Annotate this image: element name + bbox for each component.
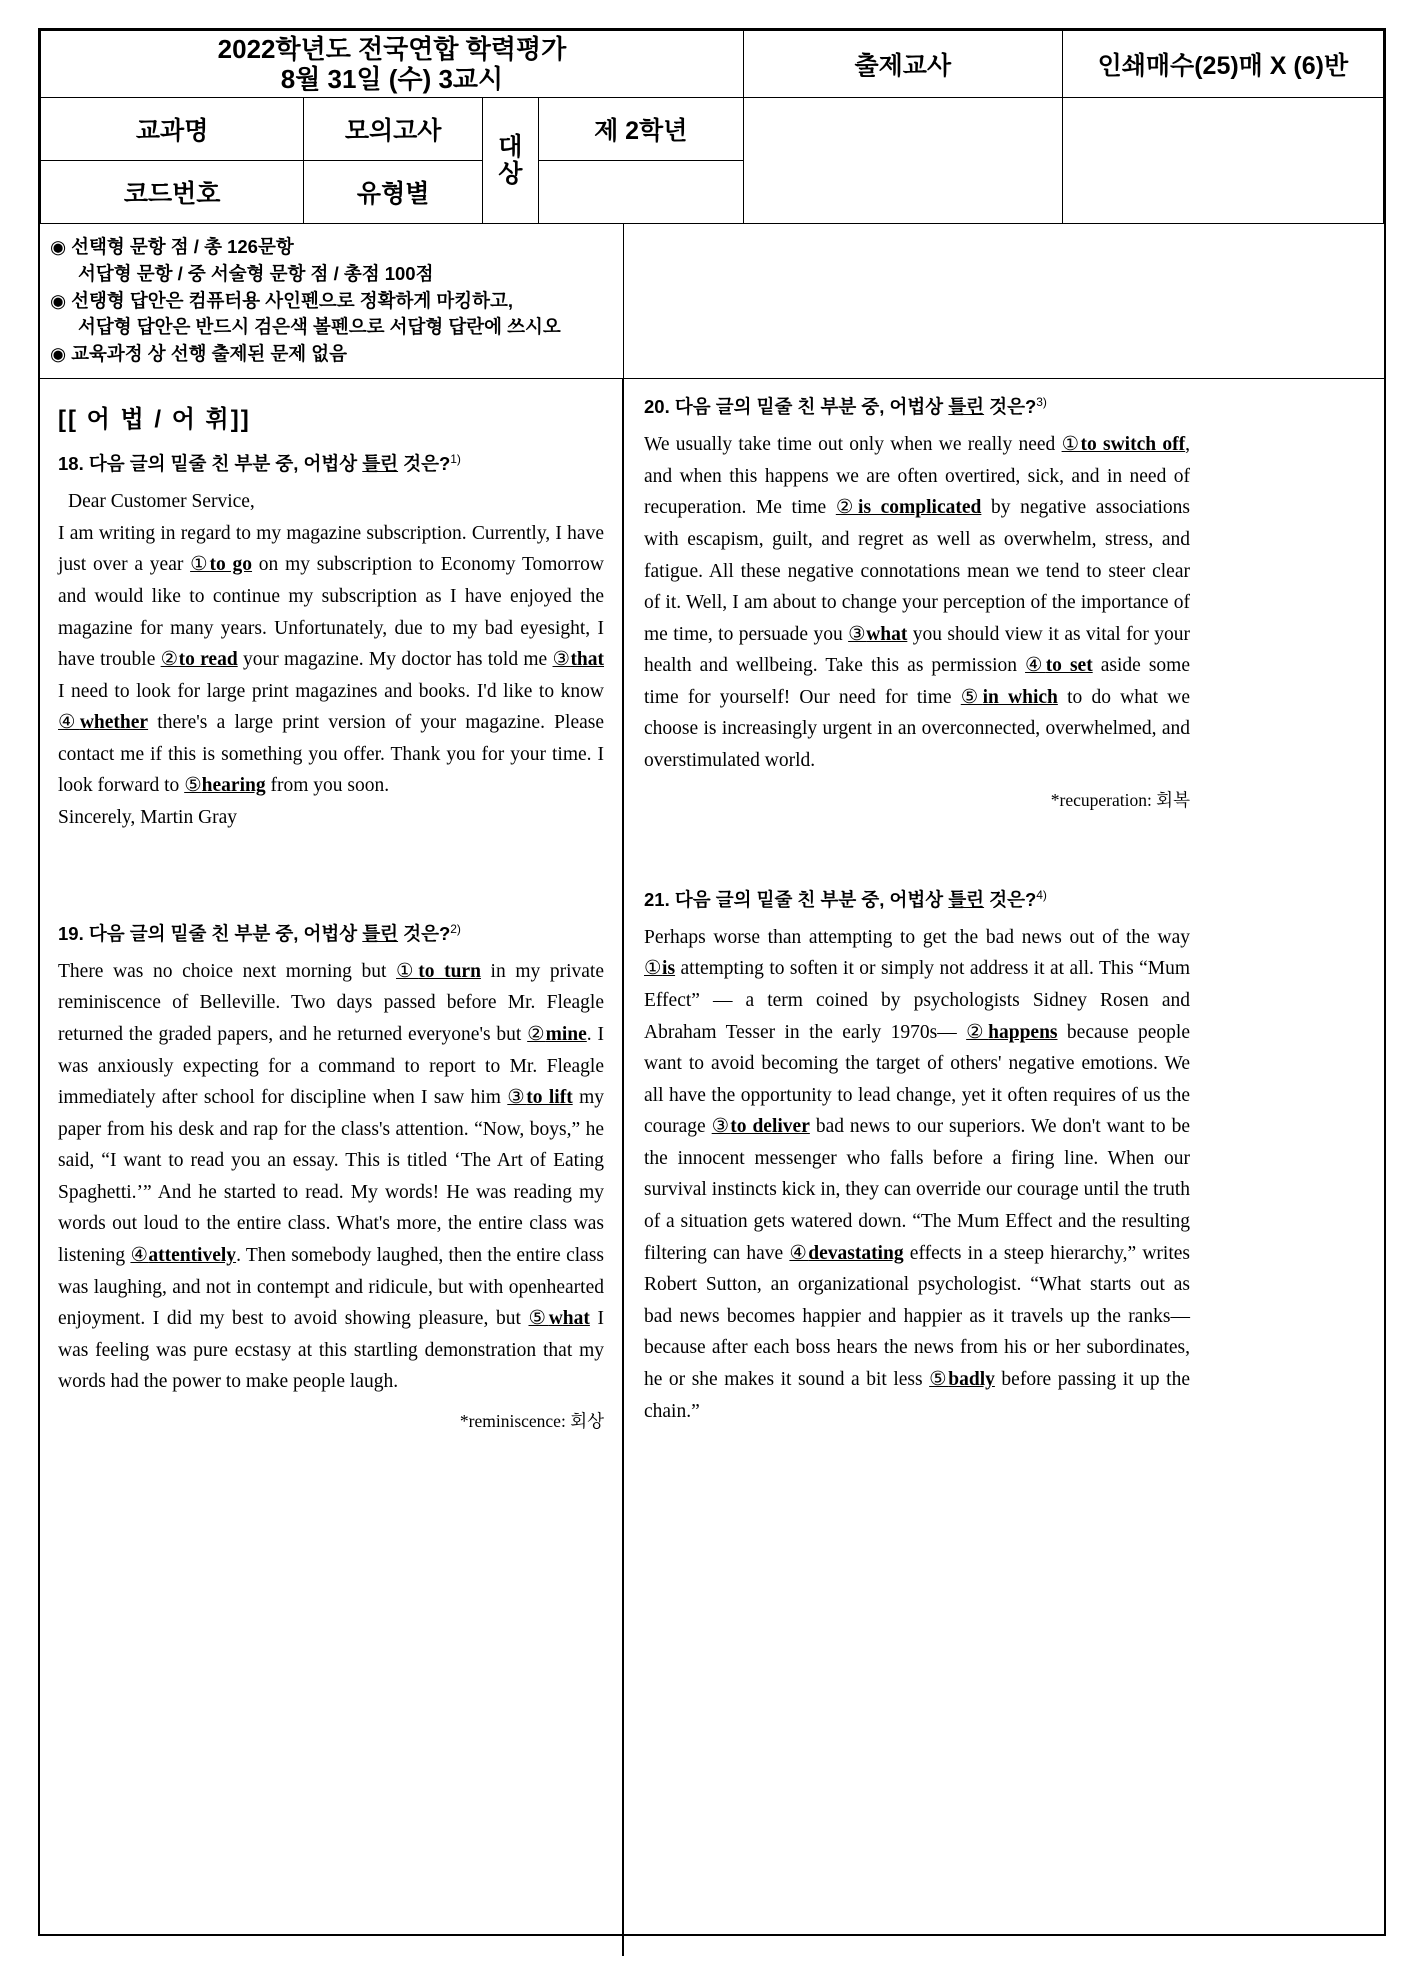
passage-text: you should view it as vital for your health and wellbeing. Take this as permission xyxy=(644,623,1190,677)
question-19-stem xyxy=(58,922,604,946)
passage-body xyxy=(644,922,1190,1427)
choice-text: in which xyxy=(982,686,1058,708)
question-number: 19. xyxy=(58,922,84,944)
choice-4[interactable] xyxy=(58,712,148,733)
stem-pre: 다음 글의 밑줄 친 부분 중, 어법상 xyxy=(669,396,949,418)
note-line xyxy=(50,341,619,368)
choice-text: to switch off xyxy=(1080,434,1186,456)
choice-number: ② xyxy=(160,649,179,671)
stem-post: 것은? xyxy=(398,453,451,475)
header-row-subject xyxy=(41,98,1384,161)
right-column xyxy=(624,379,1208,1956)
note-line xyxy=(50,234,619,261)
choice-number: ③ xyxy=(848,623,867,645)
passage-text: to do what we choose is increasingly urgent in an overconnected, overwhelmed, and overstimulated world. xyxy=(644,686,1190,772)
stem-pre: 다음 글의 밑줄 친 부분 중, 어법상 xyxy=(83,922,363,944)
exam-page xyxy=(38,28,1386,1936)
choice-number: ⑤ xyxy=(960,686,983,708)
choice-number: ① xyxy=(1061,434,1081,456)
note-line xyxy=(50,314,619,341)
stem-underline: 틀린 xyxy=(362,453,399,475)
question-21-passage xyxy=(644,922,1190,1427)
choice-text: what xyxy=(548,1308,590,1330)
passage-body xyxy=(58,956,604,1398)
choice-2[interactable] xyxy=(836,497,982,518)
notes-block xyxy=(40,224,624,378)
choice-4[interactable] xyxy=(1025,655,1093,676)
grade-blank-cell[interactable] xyxy=(538,161,743,224)
exam-title-line1: 2022학년도 전국연합 학력평가 xyxy=(217,33,567,64)
choice-2[interactable] xyxy=(161,649,238,670)
choice-text: is xyxy=(662,958,676,980)
choice-2[interactable] xyxy=(527,1024,587,1045)
passage-text: from you soon. xyxy=(265,775,390,797)
choice-2[interactable] xyxy=(966,1022,1057,1043)
choice-5[interactable] xyxy=(528,1308,589,1329)
passage-text: before passing it up the chain.” xyxy=(644,1368,1190,1422)
choice-number: ⑤ xyxy=(929,1368,949,1390)
spacer xyxy=(58,844,604,922)
bullet-icon: ◉ xyxy=(50,343,67,365)
notes-row xyxy=(40,224,1384,379)
grade-value-cell: 제 2학년 xyxy=(538,98,743,161)
passage-text: Perhaps worse than attempting to get the bad news out of the way xyxy=(644,926,1190,948)
bullet-icon: ◉ xyxy=(50,289,67,311)
choice-text: happens xyxy=(988,1021,1058,1043)
spacer xyxy=(644,822,1190,888)
passage-text: my paper from his desk and rap for the class's attention. “Now, boys,” he said, “I want to read you an essay. This is titled ‘The Art of Eating Spaghetti.’” And he started to read. My words! He was reading my words out loud to the entire class. What's more, the entire class was listening xyxy=(58,1087,604,1267)
choice-3[interactable] xyxy=(712,1116,810,1137)
passage-text: bad news to our superiors. We don't want to be the innocent messenger who falls before a firing line. When our survival instincts kick in, they can override our courage until the truth of a situation gets watered down. “The Mum Effect and the resulting filtering can have xyxy=(644,1116,1191,1264)
target-label-cell xyxy=(483,98,539,224)
choice-5[interactable] xyxy=(929,1369,995,1390)
choice-text: to turn xyxy=(418,960,481,982)
note-text: 교육과정 상 선행 출제된 문제 없음 xyxy=(71,343,348,365)
question-18-stem xyxy=(58,452,604,476)
passage-text: There was no choice next morning but xyxy=(58,960,397,982)
stem-pre: 다음 글의 밑줄 친 부분 중, 어법상 xyxy=(83,453,363,475)
choice-3[interactable] xyxy=(848,624,907,645)
choice-1[interactable] xyxy=(190,554,252,575)
question-21 xyxy=(644,888,1190,1427)
passage-text: I am writing in regard to my magazine subscription. Currently, I have just over a year xyxy=(58,522,604,576)
question-19-footnote: *reminiscence: 회상 xyxy=(459,1410,604,1431)
choice-number: ① xyxy=(644,958,663,980)
choice-number: ④ xyxy=(1025,655,1046,677)
footnote-mark: 3) xyxy=(1036,395,1047,410)
choice-number: ④ xyxy=(58,712,80,734)
passage-text: there's a large print version of your magazine. Please contact me if this is something you offer. Thank you for your time. I look forward to xyxy=(58,712,604,797)
note-text: 선탱형 답안은 컴퓨터용 사인펜으로 정확하게 마킹하고, xyxy=(71,289,514,311)
footnote-mark: 4) xyxy=(1036,887,1047,902)
choice-5[interactable] xyxy=(184,775,265,796)
body-columns xyxy=(40,379,1384,1956)
code-label-cell: 코드번호 xyxy=(41,161,304,224)
note-text: 서답형 답안은 반드시 검은색 볼펜으로 서답형 답란에 쓰시오 xyxy=(78,316,561,338)
stem-post: 것은? xyxy=(984,396,1037,418)
choice-text: is complicated xyxy=(858,497,982,519)
stem-underline: 틀린 xyxy=(362,922,399,944)
stem-underline: 틀린 xyxy=(948,888,985,910)
choice-number: ⑤ xyxy=(528,1308,549,1330)
exam-header-table xyxy=(40,30,1384,224)
choice-text: to lift xyxy=(526,1087,573,1109)
subject-label-cell: 교과명 xyxy=(41,98,304,161)
passage-text: aside some time for yourself! Our need for time xyxy=(644,655,1190,708)
question-20-footnote: *recuperation: 회복 xyxy=(1050,789,1190,810)
question-20 xyxy=(644,395,1190,812)
question-19-passage xyxy=(58,956,604,1398)
choice-number: ② xyxy=(527,1023,546,1045)
choice-number: ④ xyxy=(789,1242,809,1264)
note-line xyxy=(50,288,619,315)
passage-text: . I was anxiously expecting for a command to report to Mr. Fleagle immediately after school for discipline when I saw him xyxy=(58,1023,604,1109)
choice-number: ③ xyxy=(507,1087,527,1109)
closing: Sincerely, Martin Gray xyxy=(58,807,238,829)
stem-pre: 다음 글의 밑줄 친 부분 중, 어법상 xyxy=(669,888,949,910)
choice-text: badly xyxy=(948,1368,995,1390)
choice-1[interactable] xyxy=(396,961,481,982)
question-20-stem xyxy=(644,395,1190,419)
passage-text: in my private reminiscence of Belleville. Two days passed before Mr. Fleagle returned the graded papers, and he returned everyone's but xyxy=(58,960,604,1045)
passage-text: attempting to soften it or simply not address it at all. This “Mum Effect” — a term coined by psychologists Sidney Rosen and Abraham Tesser in the early 1970s— xyxy=(644,958,1190,1043)
passage-text: I need to look for large print magazines and books. I'd like to know xyxy=(58,680,604,702)
choice-number: ⑤ xyxy=(184,775,202,797)
footnote-mark: 1) xyxy=(450,452,461,467)
question-18-passage xyxy=(58,486,604,833)
question-19 xyxy=(58,922,604,1433)
question-21-stem xyxy=(644,888,1190,912)
teacher-blank-cell[interactable] xyxy=(743,98,1062,224)
passage-text: by negative associations with escapism, guilt, and regret as well as overwhelm, stress, and fatigue. All these negative connotations mean we tend to steer clear of it. Well, I am about to change your perception of the importance of me time, to persuade you xyxy=(644,497,1190,645)
choice-number: ④ xyxy=(130,1245,149,1267)
choice-text: what xyxy=(866,623,908,645)
stem-post: 것은? xyxy=(398,922,451,944)
footnote-mark: 2) xyxy=(450,921,461,936)
choice-number: ② xyxy=(835,497,859,519)
passage-text: effects in a steep hierarchy,” writes Robert Sutton, an organizational psychologist. “What starts out as bad news becomes happier and happier as it travels up the ranks— because after each boss hears the news from his or her subordinates, he or she makes it sound a bit less xyxy=(644,1242,1191,1390)
choice-text: whether xyxy=(79,712,149,734)
choice-4[interactable] xyxy=(130,1245,236,1266)
choice-1[interactable] xyxy=(1062,434,1186,455)
exam-title-line2: 8월 31일 (수) 3교시 xyxy=(280,64,504,94)
passage-body xyxy=(58,518,604,802)
choice-3[interactable] xyxy=(553,649,605,670)
passage-text: We usually take time out only when we really need xyxy=(644,434,1062,456)
teacher-label-cell: 출제교사 xyxy=(743,31,1062,98)
passage-text: , and when this happens we are often overtired, sick, and in need of recuperation. Me time xyxy=(644,434,1190,519)
choice-text: to set xyxy=(1045,655,1093,677)
choice-1[interactable] xyxy=(644,958,675,979)
question-number: 20. xyxy=(644,396,670,418)
question-18 xyxy=(58,452,604,834)
passage-text: I was feeling was pure ecstasy at this startling demonstration that my words had the power to make people laugh. xyxy=(58,1308,605,1393)
copies-blank-cell[interactable] xyxy=(1062,98,1383,224)
choice-number: ③ xyxy=(711,1116,731,1138)
choice-3[interactable] xyxy=(507,1087,572,1108)
passage-body xyxy=(644,429,1190,776)
code-value-cell: 유형별 xyxy=(304,161,483,224)
question-20-passage xyxy=(644,429,1190,776)
header-row-title xyxy=(41,31,1384,98)
question-number: 21. xyxy=(644,888,670,910)
note-text: 서답형 문항 / 중 서술형 문항 점 / 총점 100점 xyxy=(78,262,434,284)
exam-title-cell xyxy=(41,31,744,98)
notes-empty-right xyxy=(624,224,1384,378)
target-label-char1: 대 xyxy=(498,133,523,162)
passage-text: because people want to avoid becoming the target of others' negative emotions. We all have the opportunity to lead change, yet it often requires of us the courage xyxy=(644,1021,1190,1138)
choice-text: hearing xyxy=(201,775,266,797)
choice-number: ③ xyxy=(552,649,571,671)
left-column xyxy=(40,379,624,1956)
choice-text: to deliver xyxy=(730,1116,810,1138)
stem-underline: 틀린 xyxy=(948,396,985,418)
passage-text: on my subscription to Economy Tomorrow and would like to continue my subscription as I have enjoyed the magazine for many years. Unfortunately, due to my bad eyesight, I have trouble xyxy=(58,554,604,671)
choice-number: ① xyxy=(396,960,419,982)
section-title: [[ 어 법 / 어 휘]] xyxy=(58,406,251,434)
note-text: 선택형 문항 점 / 총 126문항 xyxy=(71,236,294,257)
choice-text: to go xyxy=(209,554,253,576)
question-number: 18. xyxy=(58,453,84,475)
choice-5[interactable] xyxy=(961,687,1058,708)
choice-text: mine xyxy=(545,1023,587,1045)
choice-number: ② xyxy=(966,1021,989,1043)
note-line xyxy=(50,261,619,288)
choice-text: to read xyxy=(178,649,238,671)
passage-text: . Then somebody laughed, then the entire class was laughing, and not in contempt and ridicule, but with openhearted enjoyment. I did my best to avoid showing pleasure, but xyxy=(58,1245,605,1330)
copies-label-cell: 인쇄매수(25)매 X (6)반 xyxy=(1062,31,1383,98)
choice-number: ① xyxy=(190,554,210,576)
salutation: Dear Customer Service, xyxy=(68,491,255,513)
stem-post: 것은? xyxy=(984,888,1037,910)
choice-text: devastating xyxy=(808,1242,904,1264)
passage-text: your magazine. My doctor has told me xyxy=(237,649,553,671)
choice-4[interactable] xyxy=(789,1243,903,1264)
target-label-char2: 상 xyxy=(498,159,523,188)
choice-text: that xyxy=(570,649,605,671)
subject-value-cell: 모의고사 xyxy=(304,98,483,161)
bullet-icon: ◉ xyxy=(50,236,67,257)
choice-text: attentively xyxy=(148,1245,237,1267)
